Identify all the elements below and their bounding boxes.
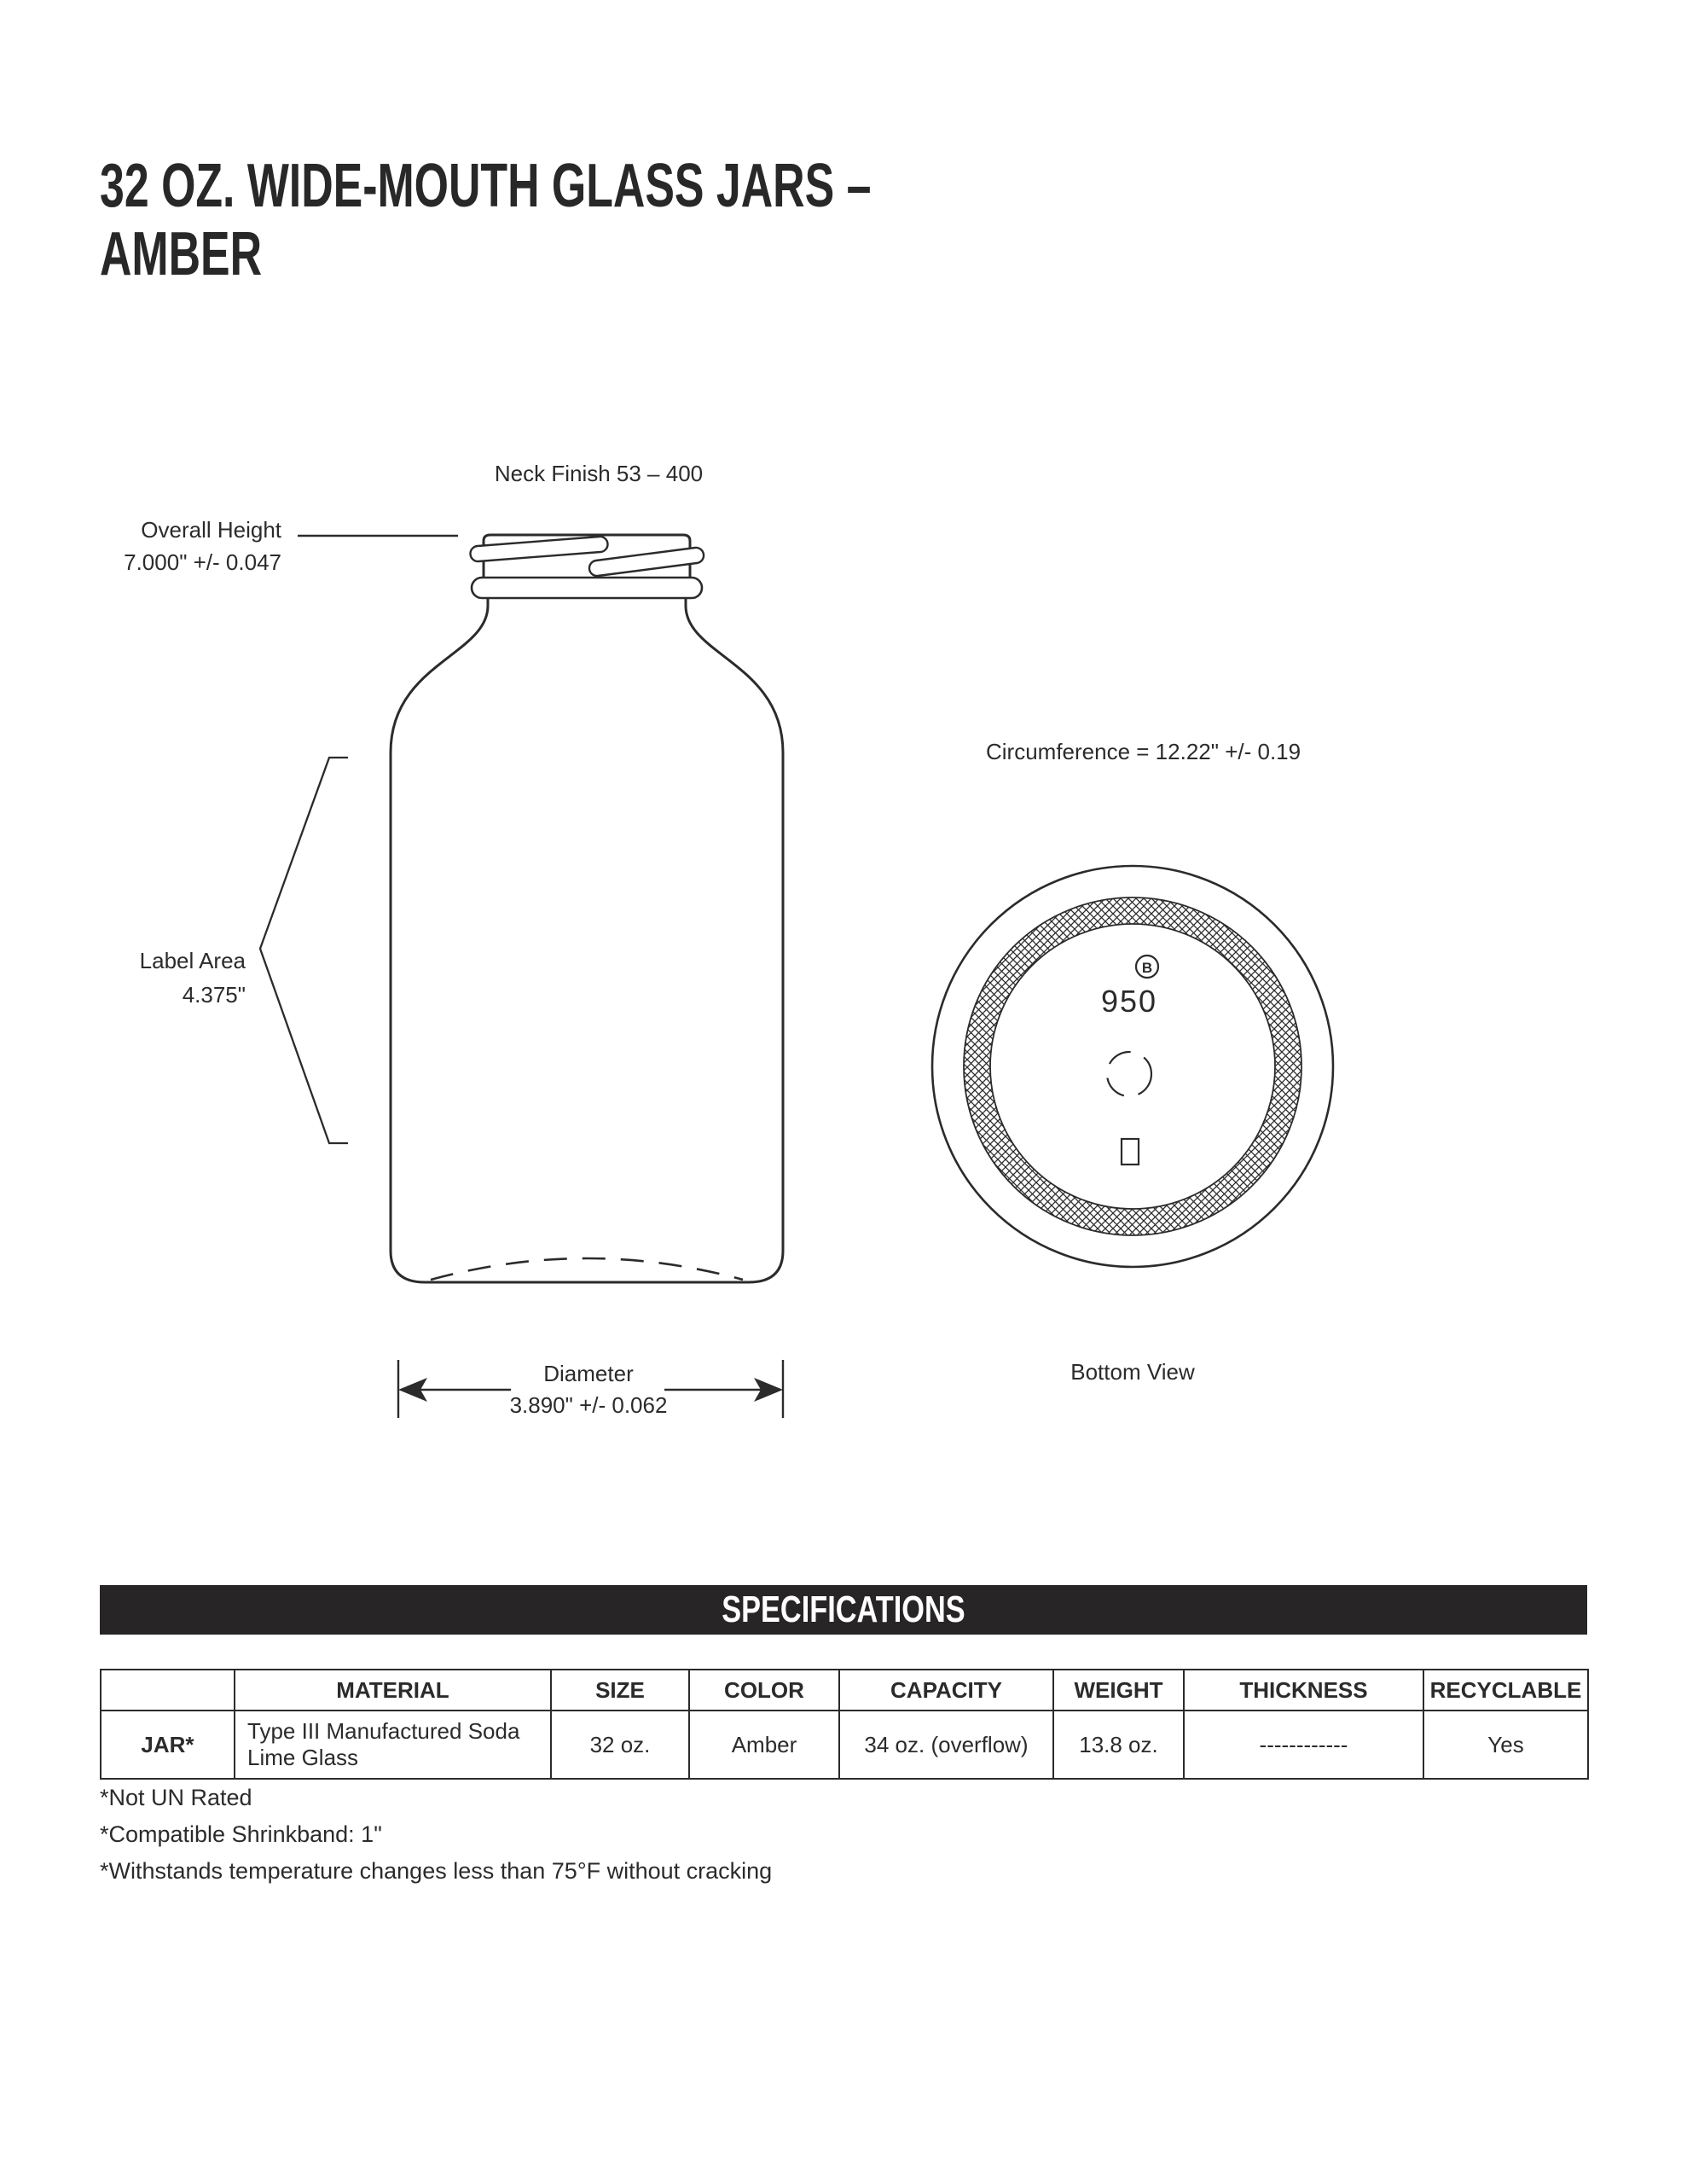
cell-row-label: JAR* — [101, 1711, 235, 1779]
cell-size: 32 oz. — [551, 1711, 689, 1779]
bottom-view-dashed-circle — [1107, 1052, 1151, 1096]
mold-number: 950 — [1100, 984, 1158, 1019]
cell-weight: 13.8 oz. — [1053, 1711, 1184, 1779]
col-header-capacity: CAPACITY — [839, 1670, 1053, 1711]
footnote-un-rated: *Not UN Rated — [100, 1785, 252, 1810]
neck-thread-lower — [589, 548, 704, 576]
logo-letter: B — [1141, 960, 1153, 976]
page-title-line1: 32 OZ. WIDE-MOUTH GLASS JARS – — [100, 152, 872, 220]
overall-height-label-block — [85, 514, 281, 578]
cell-recyclable: Yes — [1423, 1711, 1588, 1779]
col-header-weight: WEIGHT — [1053, 1670, 1184, 1711]
neck-bead-ring — [472, 578, 702, 598]
diameter-label-block — [459, 1358, 718, 1421]
jar-base-pushup-dashed — [431, 1258, 743, 1280]
specifications-banner — [100, 1585, 1587, 1635]
cell-capacity: 34 oz. (overflow) — [839, 1711, 1053, 1779]
page-title-line2: AMBER — [100, 220, 263, 288]
overall-height-label: Overall Height — [141, 517, 281, 543]
neck-thread-upper — [470, 537, 607, 561]
bottom-view-knurl-ring — [964, 897, 1301, 1235]
bottom-view-label: Bottom View — [1070, 1359, 1195, 1385]
label-area-label: Label Area — [139, 948, 246, 973]
col-header-blank — [101, 1670, 235, 1711]
footnote-shrinkband: *Compatible Shrinkband: 1" — [100, 1821, 382, 1847]
col-header-size: SIZE — [551, 1670, 689, 1711]
footnote-temperature: *Withstands temperature changes less than 75°F without cracking — [100, 1858, 773, 1884]
specifications-banner-text: SPECIFICATIONS — [722, 1589, 965, 1630]
label-area-label-block — [85, 944, 246, 1012]
cell-color: Amber — [689, 1711, 839, 1779]
cell-thickness: ------------ — [1184, 1711, 1423, 1779]
col-header-recyclable: RECYCLABLE — [1423, 1670, 1588, 1711]
jar-body-outline — [391, 598, 783, 1282]
label-area-bracket — [260, 758, 348, 1143]
diameter-value: 3.890" +/- 0.062 — [509, 1392, 668, 1418]
bottom-view-outer-circle — [932, 866, 1333, 1267]
footnotes — [100, 1780, 772, 1890]
col-header-thickness: THICKNESS — [1184, 1670, 1423, 1711]
table-row-jar — [101, 1711, 1588, 1779]
diameter-label: Diameter — [543, 1361, 634, 1386]
overall-height-value: 7.000" +/- 0.047 — [124, 549, 281, 575]
col-header-color: COLOR — [689, 1670, 839, 1711]
bottom-view-valve-mark — [1122, 1139, 1139, 1165]
col-header-material: MATERIAL — [235, 1670, 551, 1711]
table-header-row — [101, 1670, 1588, 1711]
circumference-label: Circumference = 12.22" +/- 0.19 — [986, 739, 1301, 764]
specifications-table — [100, 1669, 1589, 1780]
neck-finish-label: Neck Finish 53 – 400 — [494, 461, 704, 486]
label-area-value: 4.375" — [182, 982, 246, 1008]
cell-material: Type III Manufactured Soda Lime Glass — [235, 1711, 551, 1779]
